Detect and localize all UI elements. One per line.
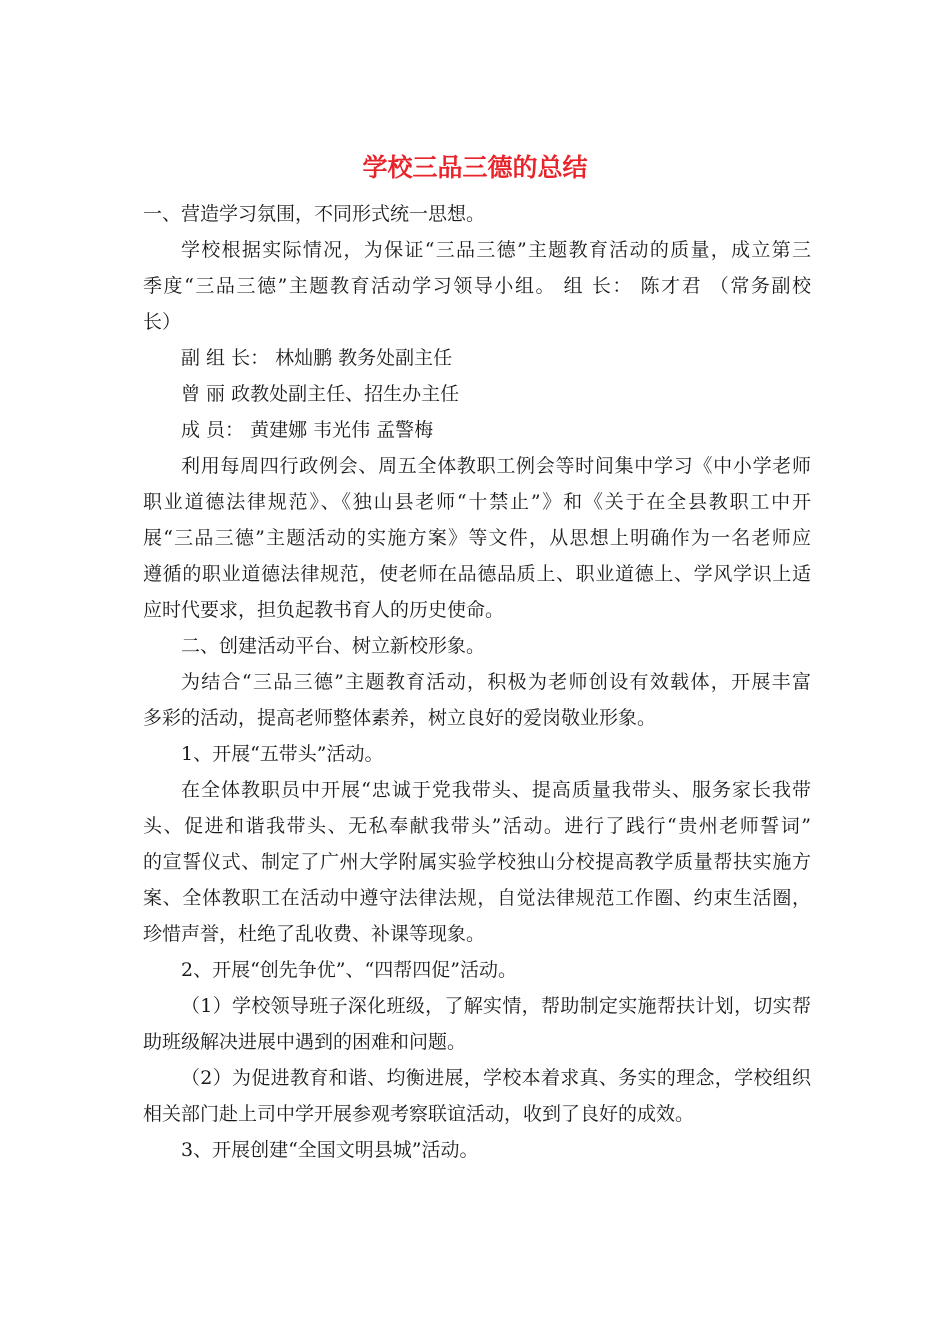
document-body <box>143 196 811 1168</box>
paragraph-line: 的宣誓仪式、制定了广州大学附属实验学校独山分校提高教学质量帮扶实施方 <box>143 851 811 873</box>
section-heading-2: 二、创建活动平台、树立新校形象。 <box>181 635 486 657</box>
subheading: 1、开展“五带头”活动。 <box>181 743 384 765</box>
paragraph-line: 职业道德法律规范》、《独山县老师“十禁止”》和《关于在全县教职工中开 <box>143 491 811 513</box>
paragraph-line: 长） <box>143 311 182 333</box>
member-line: 成 员： 黄建娜 韦光伟 孟警梅 <box>181 419 434 441</box>
document-title: 学校三品三德的总结 <box>362 153 588 182</box>
paragraph-line: 珍惜声誉，杜绝了乱收费、补课等现象。 <box>143 923 486 945</box>
paragraph-line: （2）为促进教育和谐、均衡进展，学校本着求真、务实的理念，学校组织 <box>181 1067 811 1089</box>
paragraph-line: 头、促进和谐我带头、无私奉献我带头”活动。进行了践行“贵州老师誓词” <box>143 815 811 837</box>
paragraph-line: 在全体教职员中开展“忠诚于党我带头、提高质量我带头、服务家长我带 <box>181 779 811 801</box>
subheading: 3、开展创建“全国文明县城”活动。 <box>181 1139 479 1161</box>
paragraph-line: 利用每周四行政例会、周五全体教职工例会等时间集中学习《中小学老师 <box>181 455 811 477</box>
paragraph-line: 展“三品三德”主题活动的实施方案》等文件，从思想上明确作为一名老师应 <box>143 527 811 549</box>
member-line: 副 组 长： 林灿鹏 教务处副主任 <box>181 347 453 369</box>
section-heading-1: 一、营造学习氛围，不同形式统一思想。 <box>143 203 486 225</box>
paragraph-line: 多彩的活动，提高老师整体素养，树立良好的爱岗敬业形象。 <box>143 707 657 729</box>
paragraph-line: 相关部门赴上司中学开展参观考察联谊活动，收到了良好的成效。 <box>143 1103 695 1125</box>
paragraph-line: （1）学校领导班子深化班级，了解实情，帮助制定实施帮扶计划，切实帮 <box>181 995 811 1017</box>
paragraph-line: 应时代要求，担负起教书育人的历史使命。 <box>143 599 505 621</box>
subheading: 2、开展“创先争优”、“四帮四促”活动。 <box>181 959 517 981</box>
paragraph-line: 学校根据实际情况，为保证“三品三德”主题教育活动的质量，成立第三 <box>181 239 811 261</box>
paragraph-line: 案、全体教职工在活动中遵守法律法规，自觉法律规范工作圈、约束生活圈， <box>143 887 811 909</box>
paragraph-line: 为结合“三品三德”主题教育活动，积极为老师创设有效载体，开展丰富 <box>181 671 811 693</box>
member-line: 曾 丽 政教处副主任、招生办主任 <box>181 383 460 405</box>
paragraph-line: 遵循的职业道德法律规范，使老师在品德品质上、职业道德上、学风学识上适 <box>143 563 811 585</box>
paragraph-line: 季度“三品三德”主题教育活动学习领导小组。 组 长： 陈才君 （常务副校 <box>143 275 811 297</box>
paragraph-line: 助班级解决进展中遇到的困难和问题。 <box>143 1031 467 1053</box>
